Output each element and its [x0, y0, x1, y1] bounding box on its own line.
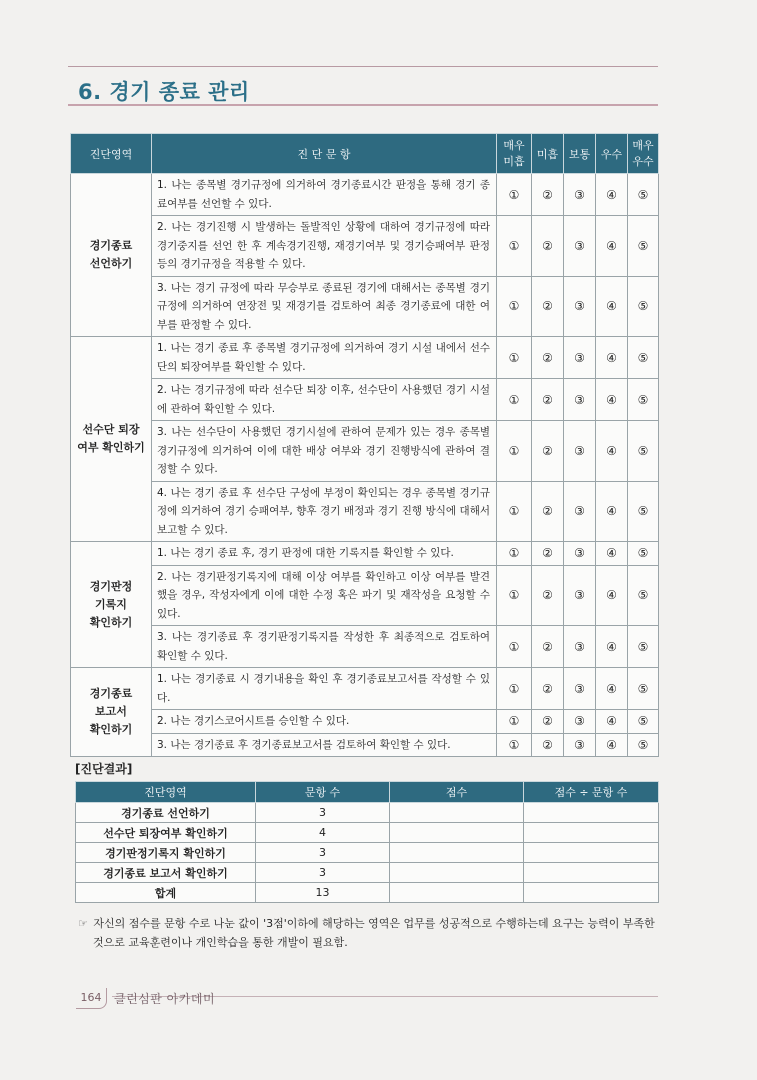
rating-option-1[interactable]: ①: [497, 481, 532, 542]
page-number: 164: [76, 988, 107, 1009]
rating-option-3[interactable]: ③: [564, 216, 596, 277]
rating-option-5[interactable]: ⑤: [628, 174, 659, 216]
rating-option-5[interactable]: ⑤: [628, 565, 659, 626]
results-total-row: [76, 883, 659, 903]
question-text: 1. 나는 종목별 경기규정에 의거하여 경기종료시간 판정을 통해 경기 종료여부를 선언할 수 있다.: [152, 174, 497, 216]
results-count: 3: [256, 803, 390, 823]
question-row: [71, 668, 659, 710]
rating-option-5[interactable]: ⑤: [628, 710, 659, 734]
rating-option-4[interactable]: ④: [596, 379, 628, 421]
results-header-count: 문항 수: [256, 782, 390, 803]
area-label: 선수단 퇴장 여부 확인하기: [71, 337, 152, 542]
rating-option-3[interactable]: ③: [564, 174, 596, 216]
rating-option-2[interactable]: ②: [532, 626, 564, 668]
results-row: [76, 823, 659, 843]
results-area: 경기판정기록지 확인하기: [76, 843, 256, 863]
rating-option-1[interactable]: ①: [497, 626, 532, 668]
rating-option-5[interactable]: ⑤: [628, 626, 659, 668]
results-row: [76, 803, 659, 823]
rating-option-5[interactable]: ⑤: [628, 668, 659, 710]
results-score-cell[interactable]: [390, 823, 524, 843]
rating-option-2[interactable]: ②: [532, 216, 564, 277]
rating-option-5[interactable]: ⑤: [628, 216, 659, 277]
results-header-average: 점수 ÷ 문항 수: [524, 782, 659, 803]
note: [78, 914, 663, 952]
results-header-area: 진단영역: [76, 782, 256, 803]
rating-option-4[interactable]: ④: [596, 542, 628, 566]
rating-option-1[interactable]: ①: [497, 421, 532, 482]
rating-option-3[interactable]: ③: [564, 668, 596, 710]
question-text: 1. 나는 경기 종료 후 종목별 경기규정에 의거하여 경기 시설 내에서 선수단의 퇴장여부를 확인할 수 있다.: [152, 337, 497, 379]
rating-option-1[interactable]: ①: [497, 174, 532, 216]
question-text: 2. 나는 경기스코어시트를 승인할 수 있다.: [152, 710, 497, 734]
rating-option-5[interactable]: ⑤: [628, 481, 659, 542]
results-average-cell[interactable]: [524, 863, 659, 883]
rating-option-5[interactable]: ⑤: [628, 542, 659, 566]
rating-option-3[interactable]: ③: [564, 276, 596, 337]
rating-option-1[interactable]: ①: [497, 216, 532, 277]
rating-option-5[interactable]: ⑤: [628, 337, 659, 379]
rating-option-3[interactable]: ③: [564, 481, 596, 542]
results-average-cell[interactable]: [524, 823, 659, 843]
rating-option-5[interactable]: ⑤: [628, 379, 659, 421]
question-row: [71, 733, 659, 757]
rating-option-1[interactable]: ①: [497, 379, 532, 421]
question-text: 2. 나는 경기진행 시 발생하는 돌발적인 상황에 대하여 경기규정에 따라 경기중지를 선언 한 후 계속경기진행, 재경기여부 및 경기승패여부 판정 등의 경기규정을 적용할 수 있다.: [152, 216, 497, 277]
rating-option-4[interactable]: ④: [596, 337, 628, 379]
question-row: [71, 174, 659, 216]
rating-option-4[interactable]: ④: [596, 216, 628, 277]
results-row: [76, 843, 659, 863]
section-title: 6. 경기 종료 관리: [78, 80, 250, 104]
rating-option-5[interactable]: ⑤: [628, 733, 659, 757]
rating-option-3[interactable]: ③: [564, 542, 596, 566]
question-text: 3. 나는 경기종료 후 경기종료보고서를 검토하여 확인할 수 있다.: [152, 733, 497, 757]
rating-option-1[interactable]: ①: [497, 337, 532, 379]
rating-option-2[interactable]: ②: [532, 276, 564, 337]
rating-option-2[interactable]: ②: [532, 733, 564, 757]
rating-option-2[interactable]: ②: [532, 421, 564, 482]
rating-option-4[interactable]: ④: [596, 174, 628, 216]
note-line-1: [78, 914, 663, 933]
question-text: 2. 나는 경기판정기록지에 대해 이상 여부를 확인하고 이상 여부를 발견했을 경우, 작성자에게 이에 대한 수정 혹은 파기 및 재작성을 요청할 수 있다.: [152, 565, 497, 626]
results-header-score: 점수: [390, 782, 524, 803]
header-poor: 미흡: [532, 134, 564, 174]
question-row: [71, 421, 659, 482]
area-label: 경기종료 보고서 확인하기: [71, 668, 152, 757]
rating-option-3[interactable]: ③: [564, 565, 596, 626]
question-row: [71, 626, 659, 668]
header-very-good: 매우 우수: [628, 134, 659, 174]
results-score-cell[interactable]: [390, 843, 524, 863]
header-good: 우수: [596, 134, 628, 174]
results-count: 3: [256, 843, 390, 863]
results-total-average-cell[interactable]: [524, 883, 659, 903]
rating-option-5[interactable]: ⑤: [628, 421, 659, 482]
rating-option-4[interactable]: ④: [596, 733, 628, 757]
rating-option-2[interactable]: ②: [532, 174, 564, 216]
results-total-label: 합계: [76, 883, 256, 903]
diagnosis-table: [70, 133, 659, 757]
results-row: [76, 863, 659, 883]
header-question: 진 단 문 항: [152, 134, 497, 174]
rating-option-1[interactable]: ①: [497, 542, 532, 566]
header-very-poor: 매우 미흡: [497, 134, 532, 174]
rating-option-4[interactable]: ④: [596, 626, 628, 668]
question-text: 3. 나는 경기 규정에 따라 무승부로 종료된 경기에 대해서는 종목별 경기 규정에 의거하여 연장전 및 재경기를 검토하여 최종 경기종료에 대한 여부를 판정할 수 있다.: [152, 276, 497, 337]
rating-option-4[interactable]: ④: [596, 668, 628, 710]
rating-option-1[interactable]: ①: [497, 276, 532, 337]
pointing-hand-icon: ☞: [78, 917, 88, 930]
results-score-cell[interactable]: [390, 863, 524, 883]
question-row: [71, 710, 659, 734]
rating-option-3[interactable]: ③: [564, 710, 596, 734]
question-row: [71, 481, 659, 542]
rating-option-1[interactable]: ①: [497, 733, 532, 757]
rating-option-1[interactable]: ①: [497, 668, 532, 710]
rating-option-1[interactable]: ①: [497, 565, 532, 626]
rating-option-2[interactable]: ②: [532, 668, 564, 710]
rating-option-4[interactable]: ④: [596, 276, 628, 337]
area-label: 경기판정 기록지 확인하기: [71, 542, 152, 668]
results-area: 경기종료 보고서 확인하기: [76, 863, 256, 883]
results-average-cell[interactable]: [524, 843, 659, 863]
rating-option-3[interactable]: ③: [564, 626, 596, 668]
rating-option-3[interactable]: ③: [564, 379, 596, 421]
rating-option-4[interactable]: ④: [596, 710, 628, 734]
results-score-cell[interactable]: [390, 803, 524, 823]
note-text-1: 자신의 점수를 문항 수로 나눈 값이 '3점'이하에 해당하는 영역은 업무를 성공적으로 수행하는데 요구는 능력이 부족한: [93, 917, 655, 930]
rating-option-2[interactable]: ②: [532, 481, 564, 542]
rating-option-3[interactable]: ③: [564, 421, 596, 482]
results-count: 4: [256, 823, 390, 843]
rating-option-4[interactable]: ④: [596, 481, 628, 542]
question-text: 2. 나는 경기규정에 따라 선수단 퇴장 이후, 선수단이 사용했던 경기 시설에 관하여 확인할 수 있다.: [152, 379, 497, 421]
question-row: [71, 337, 659, 379]
header-area: 진단영역: [71, 134, 152, 174]
question-row: [71, 276, 659, 337]
rating-option-4[interactable]: ④: [596, 421, 628, 482]
results-area: 경기종료 선언하기: [76, 803, 256, 823]
rating-option-3[interactable]: ③: [564, 733, 596, 757]
rating-option-5[interactable]: ⑤: [628, 276, 659, 337]
title-underline: [68, 104, 658, 106]
results-area: 선수단 퇴장여부 확인하기: [76, 823, 256, 843]
note-line-2: 것으로 교육훈련이나 개인학습을 통한 개발이 필요함.: [93, 936, 348, 949]
results-table: [75, 781, 659, 903]
area-label: 경기종료 선언하기: [71, 174, 152, 337]
header-average: 보통: [564, 134, 596, 174]
question-row: [71, 565, 659, 626]
table-header-row: [71, 134, 659, 174]
question-text: 3. 나는 경기종료 후 경기판정기록지를 작성한 후 최종적으로 검토하여 확인할 수 있다.: [152, 626, 497, 668]
rating-option-2[interactable]: ②: [532, 337, 564, 379]
question-row: [71, 542, 659, 566]
results-total-score-cell[interactable]: [390, 883, 524, 903]
rating-option-2[interactable]: ②: [532, 565, 564, 626]
rating-option-2[interactable]: ②: [532, 710, 564, 734]
top-rule: [68, 66, 658, 67]
results-header-row: [76, 782, 659, 803]
results-count: 3: [256, 863, 390, 883]
question-text: 1. 나는 경기 종료 후, 경기 판정에 대한 기록지를 확인할 수 있다.: [152, 542, 497, 566]
rating-option-2[interactable]: ②: [532, 379, 564, 421]
publication-name: 클린심판 아카데미: [114, 992, 216, 1006]
rating-option-4[interactable]: ④: [596, 565, 628, 626]
results-total-count: 13: [256, 883, 390, 903]
question-row: [71, 216, 659, 277]
question-text: 1. 나는 경기종료 시 경기내용을 확인 후 경기종료보고서를 작성할 수 있다.: [152, 668, 497, 710]
question-text: 3. 나는 선수단이 사용했던 경기시설에 관하여 문제가 있는 경우 종목별 경기규정에 의거하여 이에 대한 배상 여부와 경기 진행방식에 관하여 결정할 수 있다.: [152, 421, 497, 482]
rating-option-2[interactable]: ②: [532, 542, 564, 566]
question-row: [71, 379, 659, 421]
question-text: 4. 나는 경기 종료 후 선수단 구성에 부정이 확인되는 경우 종목별 경기규정에 의거하여 경기 승패여부, 향후 경기 배정과 경기 진행 방식에 대해서 보고할 수 있다.: [152, 481, 497, 542]
results-average-cell[interactable]: [524, 803, 659, 823]
results-label: [진단결과]: [75, 762, 133, 776]
rating-option-3[interactable]: ③: [564, 337, 596, 379]
rating-option-1[interactable]: ①: [497, 710, 532, 734]
